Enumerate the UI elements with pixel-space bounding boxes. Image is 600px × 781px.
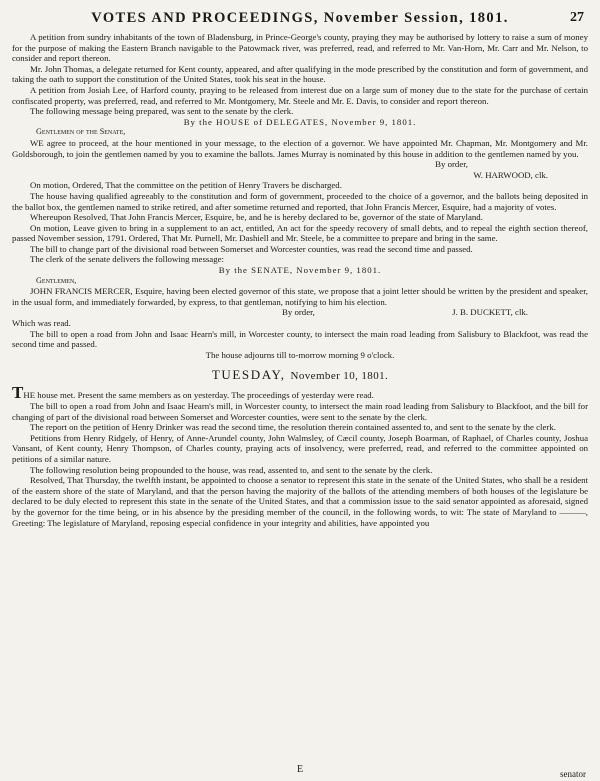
by-order: By order, (282, 307, 315, 318)
section-b (12, 180, 588, 265)
page-number: 27 (570, 10, 584, 25)
section-c (12, 318, 588, 360)
paragraph: The following message being prepared, was sent to the senate by the clerk. (30, 106, 294, 117)
message-salutation: Gentlemen of the Senate, (36, 127, 126, 137)
signature-row (12, 307, 588, 318)
message-salutation: Gentlemen, (36, 275, 77, 285)
paragraph: The bill to open a road from John and Isaac Hearn's mill, in Worcester county, to intersect the main road leading from Salisbury to Blackfoot, was read the second time and passed. (12, 328, 588, 350)
paragraph: The clerk of the senate delivers the following message: (30, 254, 224, 265)
page-title: VOTES AND PROCEEDINGS, November Session, 1801. (91, 10, 509, 26)
section-a (12, 32, 588, 117)
paragraph: Which was read. (12, 318, 71, 329)
paragraph: The bill to open a road from John and Isaac Hearn's mill, in Worcester county, to intersect the main road leading from Salisbury to Blackfoot, and the bill for changing of part of the divisional road between Somerset and Worcester counties, were sent to the senate by the clerk. (12, 401, 588, 422)
paragraph: Resolved, That Thursday, the twelfth instant, be appointed to choose a senator to represent this state in the senate of the United States, who shall be a resident of the eastern shore of the state of Maryland, and that the person having the majority of the ballots of the attending members of both houses of the legislature be declared to be duly elected to represent this state in the senate of the United States, and that a commission issue to the said senator appointed as aforesaid, signed by the governor for the time being, or in his absence by the presiding member of the council, in the following words, to wit: The state of Maryland to ———, Greeting: The legislature of Maryland, reposing especial confidence in your integrity and abilities, have appointed you (12, 475, 588, 528)
signature-mark: E (296, 764, 304, 775)
paragraph (12, 383, 588, 403)
paragraph: A petition from Josiah Lee, of Harford county, praying to be released from interest due on a large sum of money due to the state for the purchase of certain confiscated property, was preferred, read, and referred to Mr. Montgomery, Mr. Steele and Mr. E. Davis, to consider and report thereon. (12, 84, 588, 106)
day-heading (12, 366, 588, 385)
message-senate (12, 265, 588, 318)
message-heading: By the SENATE, November 9, 1801. (218, 265, 382, 276)
clerk-signature: W. HARWOOD, clk. (473, 169, 548, 180)
paragraph: The following resolution being propounded to the house, was read, assented to, and sent to the senate by the clerk. (30, 464, 433, 475)
running-head (12, 8, 588, 32)
message-delegates (12, 117, 588, 181)
message-body: WE agree to proceed, at the hour mentioned in your message, to the election of a governor. We have appointed Mr. Chapman, Mr. Montgomery and Mr. Goldsborough, to join the gentlemen named by you to examine the ballots. James Murray is nominated by this house in addition to the gentlemen named by you. (12, 137, 588, 159)
paragraph: The house having qualified agreeably to the constitution and form of government, proceeded to the choice of a governor, and the ballots being deposited in the ballot box, the gentlemen named to strike retired, and after sometime returned and reported, that John Francis Mercer, Esquire, had a majority of votes. (12, 190, 588, 212)
section-tuesday (12, 383, 588, 528)
paragraph: On motion, Leave given to bring in a supplement to an act, entitled, An act for the speedy recovery of small debts, and to repeal the eighth section thereof, passed November session, 1791. Ordered, That Mr. Purnell, Mr. Dashiell and Mr. Steele, be a committee to prepare and bring in the same. (12, 222, 588, 244)
paragraph: The bill to change part of the divisional road between Somerset and Worcester counties, was read the second time and passed. (30, 243, 473, 254)
paragraph: Whereupon Resolved, That John Francis Mercer, Esquire, be, and he is hereby declared to be, governor of the state of Maryland. (30, 212, 483, 223)
by-order: By order, (435, 159, 468, 170)
paragraph: A petition from sundry inhabitants of the town of Bladensburg, in Prince-George's county, praying they may be authorised by lottery to raise a sum of money for the purpose of making the Eastern Branch navigable to the Patowmack river, was preferred, read, and referred to Mr. Van-Horn, Mr. Carr and Mr. Nelson, to consider and report thereon. (12, 32, 588, 64)
paragraph: Petitions from Henry Ridgely, of Henry, of Anne-Arundel county, John Walmsley, of Cæcil county, Joseph Boarman, of Raphael, of Charles county, Joshua Vansant, of Kent county, Henry Thompson, of Charles county, praying acts of insolvency, were preferred, read, and referred to the committee appointed on petitions of a similar nature. (12, 432, 588, 464)
catchword: senator (560, 769, 586, 779)
clerk-signature: J. B. DUCKETT, clk. (452, 307, 528, 318)
message-body: JOHN FRANCIS MERCER, Esquire, having been elected governor of this state, we propose that a joint letter should be written by the president and speaker, in the usual form, and immediately forwarded, by express, to that gentleman, notifying to him his election. (12, 286, 588, 307)
drop-cap: T (12, 383, 24, 403)
paragraph: Mr. John Thomas, a delegate returned for Kent county, appeared, and after qualifying in the mode prescribed by the constitution and form of government, and taking the oath to support the constitution of the United States, took his seat in the house. (12, 63, 588, 85)
day-date: November 10, 1801. (290, 370, 389, 383)
paragraph: The report on the petition of Henry Drinker was read the second time, the resolution therein contained assented to, and sent to the senate by the clerk. (30, 422, 556, 433)
paragraph-text: HE house met. Present the same members as on yesterday. The proceedings of yesterday were read. (23, 390, 374, 401)
message-heading: By the HOUSE of DELEGATES, November 9, 1801. (183, 116, 417, 127)
paragraph: On motion, Ordered, That the committee on the petition of Henry Travers be discharged. (30, 180, 342, 191)
adjournment: The house adjourns till to-morrow morning 9 o'clock. (205, 349, 395, 360)
day-name: TUESDAY, (211, 367, 286, 383)
